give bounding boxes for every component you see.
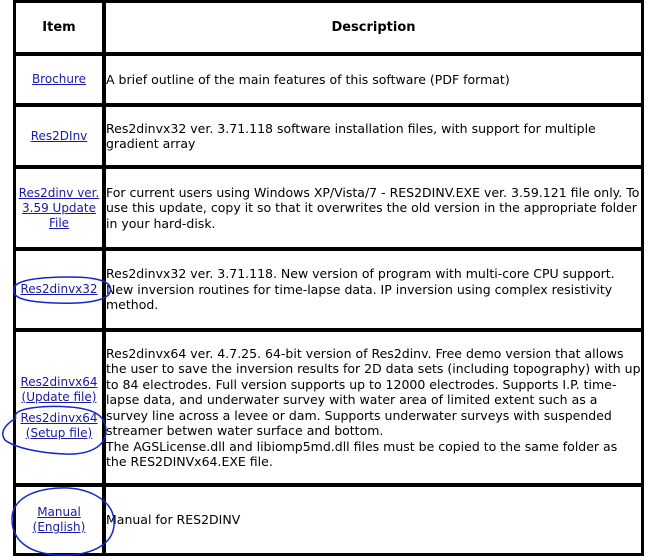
brochure-link[interactable]: Brochure	[31, 72, 87, 86]
item-cell	[14, 485, 104, 555]
res2dinvx64-update-link[interactable]: Res2dinvx64 (Update file)	[20, 374, 98, 404]
description-note: The AGSLicense.dll and libiomp5md.dll files must be copied to the same folder as the RES2DINVx64.EXE file.	[106, 438, 618, 469]
table-row	[14, 485, 643, 555]
res2dinv-update-link[interactable]: Res2dinv ver. 3.59 Update File	[18, 185, 100, 230]
header-row	[14, 1, 643, 54]
description-text: Res2dinvx64 ver. 4.7.25. 64-bit version of Res2dinv. Free demo version that allows the user to save the inversion results for 2D data sets (including topography) with up to 84 electrodes. Full version supports up to 12000 electrodes. Supports I.P. time-lapse data, and underwater survey with water area of limited extent such as a survey line across a levee or dam. Supports underwater surveys with suspended streamer betwen water surface and bottom.	[106, 345, 641, 438]
table-row	[14, 330, 643, 485]
item-cell	[14, 167, 104, 249]
description-cell: Res2dinvx32 ver. 3.71.118. New version of program with multi-core CPU support. New inversion routines for time-lapse data. IP inversion using complex resistivity method.	[104, 249, 643, 330]
res2dinvx32-link[interactable]: Res2dinvx32	[20, 282, 98, 296]
table-row	[14, 105, 643, 167]
manual-english-link[interactable]: Manual (English)	[32, 505, 86, 534]
table-row	[14, 167, 643, 249]
res2dinv-link[interactable]: Res2DInv	[30, 128, 88, 143]
description-cell: Res2dinvx32 ver. 3.71.118 software installation files, with support for multiple gradient array	[104, 105, 643, 167]
item-column-header: Item	[14, 1, 104, 54]
item-cell	[14, 105, 104, 167]
description-cell: For current users using Windows XP/Vista/7 - RES2DINV.EXE ver. 3.59.121 file only. To use this update, copy it so that it overwrites the old version in the appropriate folder in your hard-disk.	[104, 167, 643, 249]
table-row	[14, 54, 643, 105]
description-cell: A brief outline of the main features of this software (PDF format)	[104, 54, 643, 105]
description-column-header: Description	[104, 1, 643, 54]
downloads-table	[13, 0, 644, 556]
item-cell	[14, 330, 104, 485]
res2dinvx64-setup-link[interactable]: Res2dinvx64 (Setup file)	[20, 410, 98, 440]
table-row	[14, 249, 643, 330]
item-cell	[14, 54, 104, 105]
description-cell: Manual for RES2DINV	[104, 485, 643, 555]
item-cell	[14, 249, 104, 330]
description-cell	[104, 330, 643, 485]
